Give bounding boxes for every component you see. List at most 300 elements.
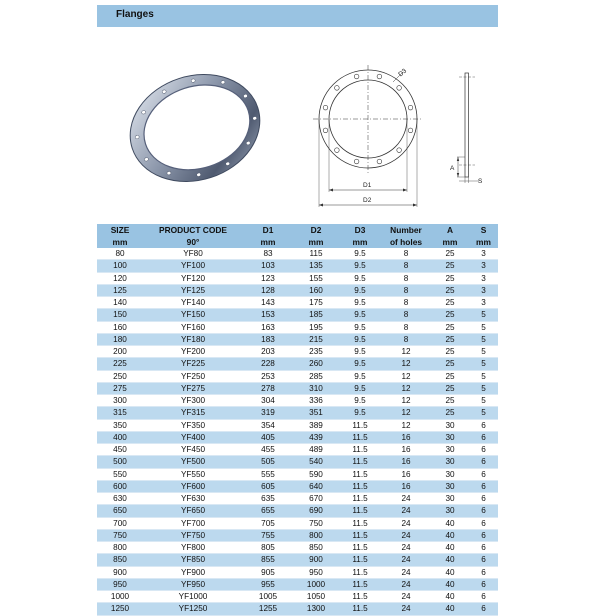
table-cell: YF750 [143, 529, 243, 541]
table-cell: 11.5 [339, 456, 381, 468]
table-row [97, 493, 498, 505]
table-cell: 195 [309, 322, 323, 332]
table-cell: 5 [469, 309, 498, 321]
table-cell: 24 [401, 592, 411, 602]
table-cell: 235 [309, 347, 323, 357]
column-header-unit: mm [431, 236, 469, 248]
table-cell: 12 [401, 347, 411, 357]
table-cell: 163 [261, 322, 275, 332]
table-cell: 11.5 [352, 494, 368, 504]
table-row [97, 566, 498, 578]
table-row [97, 260, 498, 272]
table-row [97, 517, 498, 529]
a-label: A [450, 165, 455, 172]
table-cell: 630 [113, 494, 127, 504]
table-cell: 183 [243, 333, 293, 345]
table-cell: YF300 [180, 396, 206, 406]
column-header-unit: mm [293, 236, 339, 248]
table-cell: 8 [381, 260, 431, 272]
table-cell: 25 [431, 284, 469, 296]
table-cell: 1000 [293, 578, 339, 590]
table-cell: 11.5 [352, 469, 368, 479]
bolt-hole [354, 159, 359, 164]
table-cell: 805 [261, 543, 275, 553]
table-cell: 605 [243, 480, 293, 492]
table-cell: 25 [431, 382, 469, 394]
table-cell: 16 [381, 456, 431, 468]
flange-figures [97, 55, 498, 225]
table-cell: 25 [431, 309, 469, 321]
table-cell: YF125 [143, 284, 243, 296]
table-cell: 175 [309, 298, 323, 308]
table-cell: 12 [381, 407, 431, 419]
table-cell: 40 [445, 518, 455, 528]
table-cell: 40 [431, 603, 469, 615]
table-cell: 80 [115, 249, 125, 259]
table-cell: 115 [309, 249, 323, 259]
table-cell: 25 [445, 396, 455, 406]
table-cell: 500 [97, 456, 143, 468]
table-row [97, 542, 498, 554]
table-cell: 400 [97, 431, 143, 443]
table-row [97, 309, 498, 321]
table-cell: YF630 [180, 494, 206, 504]
table-cell: YF550 [180, 469, 206, 479]
table-row [97, 284, 498, 296]
table-cell: 6 [469, 480, 498, 492]
table-cell: 950 [97, 578, 143, 590]
table-cell: 24 [381, 578, 431, 590]
table-cell: 405 [243, 431, 293, 443]
table-cell: 24 [381, 529, 431, 541]
table-cell: 600 [97, 480, 143, 492]
table-row [97, 419, 498, 431]
table-cell: 6 [469, 505, 498, 517]
table-cell: 6 [481, 445, 486, 455]
table-cell: 555 [261, 469, 275, 479]
table-row [97, 382, 498, 394]
table-cell: YF1000 [178, 592, 208, 602]
table-cell: 9.5 [354, 347, 366, 357]
table-cell: 11.5 [352, 518, 368, 528]
flange-side-view-drawing [445, 67, 490, 187]
table-row [97, 272, 498, 284]
table-cell: 260 [293, 358, 339, 370]
table-cell: 24 [401, 494, 411, 504]
table-cell: 160 [293, 284, 339, 296]
table-cell: YF150 [143, 309, 243, 321]
table-cell: 120 [113, 273, 127, 283]
table-cell: 450 [113, 445, 127, 455]
table-cell: 439 [293, 431, 339, 443]
table-cell: 30 [431, 480, 469, 492]
table-cell: 455 [261, 445, 275, 455]
table-cell: 1250 [97, 603, 143, 615]
table-cell: 11.5 [352, 543, 368, 553]
table-cell: 1050 [306, 592, 326, 602]
table-cell: 16 [381, 480, 431, 492]
table-cell: 750 [97, 529, 143, 541]
table-cell: 850 [309, 543, 323, 553]
table-cell: 250 [113, 371, 127, 381]
column-header: S [469, 224, 498, 236]
table-cell: 24 [381, 603, 431, 615]
table-cell: YF450 [180, 445, 206, 455]
table-cell: 800 [113, 543, 127, 553]
column-header: Number [381, 224, 431, 236]
table-cell: 228 [243, 358, 293, 370]
table-cell: 3 [469, 284, 498, 296]
table-cell: YF100 [143, 260, 243, 272]
table-cell: 83 [263, 249, 273, 259]
table-cell: YF120 [180, 273, 206, 283]
table-cell: 9.5 [339, 333, 381, 345]
table-cell: 12 [381, 382, 431, 394]
table-row [97, 321, 498, 333]
table-cell: 11.5 [339, 505, 381, 517]
column-header-unit: mm [243, 236, 293, 248]
table-row [97, 333, 498, 345]
table-row [97, 358, 498, 370]
column-header-unit: mm [97, 236, 143, 248]
table-cell: 225 [97, 358, 143, 370]
table-cell: 24 [401, 567, 411, 577]
table-cell: YF275 [143, 382, 243, 394]
table-cell: 128 [243, 284, 293, 296]
table-cell: 16 [401, 445, 411, 455]
table-cell: 315 [97, 407, 143, 419]
table-row [97, 603, 498, 615]
table-cell: YF800 [180, 543, 206, 553]
table-cell: 9.5 [339, 309, 381, 321]
table-cell: 12 [401, 420, 411, 430]
table-cell: 950 [309, 567, 323, 577]
table-cell: 5 [469, 382, 498, 394]
table-cell: 16 [401, 469, 411, 479]
table-cell: 25 [445, 371, 455, 381]
table-cell: 690 [293, 505, 339, 517]
table-cell: 389 [309, 420, 323, 430]
table-cell: 100 [97, 260, 143, 272]
table-cell: 11.5 [339, 554, 381, 566]
table-cell: 40 [431, 554, 469, 566]
table-row [97, 297, 498, 309]
table-cell: 11.5 [339, 603, 381, 615]
flange-front-view-drawing [315, 67, 445, 217]
table-cell: 25 [431, 358, 469, 370]
table-cell: 6 [481, 543, 486, 553]
table-cell: 9.5 [339, 407, 381, 419]
table-cell: 11.5 [352, 445, 368, 455]
table-cell: 30 [431, 505, 469, 517]
table-cell: 9.5 [354, 371, 366, 381]
table-row [97, 456, 498, 468]
table-cell: YF600 [143, 480, 243, 492]
table-cell: 1005 [258, 592, 278, 602]
table-cell: 350 [113, 420, 127, 430]
table-cell: 336 [309, 396, 323, 406]
table-cell: 103 [243, 260, 293, 272]
table-cell: 6 [481, 518, 486, 528]
bolt-hole [323, 105, 328, 110]
table-cell: 351 [293, 407, 339, 419]
table-cell: 150 [97, 309, 143, 321]
table-cell: 40 [431, 578, 469, 590]
table-cell: 800 [293, 529, 339, 541]
bolt-hole [354, 74, 359, 79]
section-title-bar [97, 5, 498, 27]
table-cell: 25 [431, 333, 469, 345]
table-cell: 11.5 [339, 529, 381, 541]
table-cell: YF315 [143, 407, 243, 419]
table-cell: YF80 [183, 249, 203, 259]
table-cell: 8 [381, 333, 431, 345]
table-header-units-row [97, 236, 498, 248]
table-cell: 160 [113, 322, 127, 332]
table-cell: 135 [293, 260, 339, 272]
table-cell: 5 [469, 333, 498, 345]
table-cell: 505 [243, 456, 293, 468]
table-cell: 140 [113, 298, 127, 308]
table-cell: 6 [469, 529, 498, 541]
table-cell: YF1250 [143, 603, 243, 615]
table-cell: 3 [469, 260, 498, 272]
table-cell: 11.5 [339, 431, 381, 443]
table-row [97, 444, 498, 456]
table-cell: 11.5 [339, 578, 381, 590]
table-cell: 304 [261, 396, 275, 406]
table-cell: 180 [97, 333, 143, 345]
table-cell: YF700 [180, 518, 206, 528]
table-cell: 24 [401, 543, 411, 553]
table-cell: 6 [469, 456, 498, 468]
bolt-hole [335, 86, 340, 91]
table-cell: 905 [261, 567, 275, 577]
column-header-unit: mm [339, 236, 381, 248]
table-cell: 9.5 [354, 298, 366, 308]
table-cell: 705 [261, 518, 275, 528]
table-cell: 650 [97, 505, 143, 517]
table-cell: 24 [401, 518, 411, 528]
table-cell: 6 [481, 567, 486, 577]
column-header: D1 [243, 224, 293, 236]
table-cell: 11.5 [352, 567, 368, 577]
table-cell: 30 [431, 456, 469, 468]
table-cell: 5 [481, 322, 486, 332]
bolt-hole [397, 86, 402, 91]
table-cell: 635 [261, 494, 275, 504]
table-cell: 6 [469, 431, 498, 443]
table-cell: YF160 [180, 322, 206, 332]
table-cell: 9.5 [339, 284, 381, 296]
table-cell: 30 [431, 431, 469, 443]
table-row [97, 370, 498, 382]
table-cell: 40 [431, 529, 469, 541]
table-cell: YF250 [180, 371, 206, 381]
table-row [97, 554, 498, 566]
table-cell: 855 [243, 554, 293, 566]
table-cell: 5 [481, 396, 486, 406]
flange-spec-table [97, 224, 498, 616]
bolt-hole [408, 105, 413, 110]
table-cell: 9.5 [354, 273, 366, 283]
table-cell: 6 [469, 554, 498, 566]
table-cell: 25 [445, 322, 455, 332]
table-cell: 900 [113, 567, 127, 577]
column-header: D2 [293, 224, 339, 236]
table-cell: 1300 [293, 603, 339, 615]
table-cell: 955 [243, 578, 293, 590]
table-cell: 310 [293, 382, 339, 394]
table-cell: 11.5 [352, 592, 368, 602]
table-row [97, 468, 498, 480]
table-cell: 9.5 [339, 260, 381, 272]
table-cell: 9.5 [354, 249, 366, 259]
d3-label: D3 [397, 67, 409, 79]
table-cell: 123 [261, 273, 275, 283]
table-cell: 12 [401, 371, 411, 381]
table-cell: 253 [261, 371, 275, 381]
section-title: Flanges [116, 9, 154, 20]
table-cell: 153 [243, 309, 293, 321]
table-cell: 5 [481, 347, 486, 357]
table-cell: 3 [481, 249, 486, 259]
table-cell: 11.5 [352, 420, 368, 430]
table-cell: 24 [381, 554, 431, 566]
table-cell: 143 [261, 298, 275, 308]
table-cell: 25 [431, 260, 469, 272]
bolt-hole [408, 128, 413, 133]
table-cell: YF180 [143, 333, 243, 345]
table-cell: 319 [243, 407, 293, 419]
table-cell: 5 [469, 358, 498, 370]
table-cell: 11.5 [339, 480, 381, 492]
table-cell: 30 [445, 420, 455, 430]
table-row [97, 480, 498, 492]
table-cell: 640 [293, 480, 339, 492]
table-cell: 8 [381, 309, 431, 321]
table-cell: YF950 [143, 578, 243, 590]
table-cell: 590 [309, 469, 323, 479]
table-cell: 12 [381, 358, 431, 370]
table-cell: 6 [481, 469, 486, 479]
table-header-row [97, 224, 498, 236]
table-cell: YF500 [143, 456, 243, 468]
table-cell: 550 [113, 469, 127, 479]
table-cell: 25 [445, 347, 455, 357]
table-cell: 6 [469, 578, 498, 590]
table-cell: 900 [293, 554, 339, 566]
table-cell: 30 [445, 494, 455, 504]
bolt-hole [377, 159, 382, 164]
table-cell: 655 [243, 505, 293, 517]
table-row [97, 346, 498, 358]
table-row [97, 505, 498, 517]
table-cell: YF400 [143, 431, 243, 443]
table-cell: 6 [481, 494, 486, 504]
table-cell: 285 [309, 371, 323, 381]
table-cell: YF350 [180, 420, 206, 430]
table-cell: 8 [403, 273, 409, 283]
column-header-unit: mm [469, 236, 498, 248]
table-cell: 1255 [243, 603, 293, 615]
s-label: S [478, 178, 483, 185]
column-header-unit: of holes [381, 236, 431, 248]
table-cell: YF200 [180, 347, 206, 357]
table-cell: 6 [481, 592, 486, 602]
table-cell: 8 [381, 284, 431, 296]
table-cell: 30 [445, 445, 455, 455]
table-row [97, 529, 498, 541]
table-cell: 25 [445, 298, 455, 308]
table-cell: YF650 [143, 505, 243, 517]
table-cell: 1000 [110, 592, 130, 602]
table-cell: 8 [403, 298, 409, 308]
table-cell: 6 [469, 603, 498, 615]
table-cell: 489 [309, 445, 323, 455]
table-cell: 3 [481, 298, 486, 308]
bolt-hole [323, 128, 328, 133]
bolt-hole [335, 148, 340, 153]
table-cell: 185 [293, 309, 339, 321]
table-cell: 5 [481, 371, 486, 381]
table-cell: 16 [381, 431, 431, 443]
flange-photo-image [125, 68, 265, 188]
table-row [97, 248, 498, 260]
table-cell: 30 [445, 469, 455, 479]
table-cell: 9.5 [354, 396, 366, 406]
table-cell: 200 [113, 347, 127, 357]
table-cell: 12 [401, 396, 411, 406]
table-cell: YF900 [180, 567, 206, 577]
table-cell: 40 [445, 543, 455, 553]
column-header: SIZE [97, 224, 143, 236]
table-cell: 8 [403, 249, 409, 259]
table-cell: 9.5 [339, 382, 381, 394]
table-cell: 6 [481, 420, 486, 430]
column-header: A [431, 224, 469, 236]
table-row [97, 395, 498, 407]
table-cell: 25 [431, 407, 469, 419]
table-cell: 155 [309, 273, 323, 283]
table-cell: 40 [445, 592, 455, 602]
table-row [97, 578, 498, 590]
table-cell: 24 [381, 505, 431, 517]
table-cell: 203 [261, 347, 275, 357]
d1-label: D1 [363, 182, 372, 189]
table-cell: 755 [243, 529, 293, 541]
table-cell: 700 [113, 518, 127, 528]
table-cell: 540 [293, 456, 339, 468]
bolt-hole [397, 148, 402, 153]
bolt-hole [377, 74, 382, 79]
table-row [97, 591, 498, 603]
column-header: D3 [339, 224, 381, 236]
table-cell: 25 [445, 249, 455, 259]
table-cell: 5 [469, 407, 498, 419]
table-cell: 275 [97, 382, 143, 394]
table-cell: 40 [445, 567, 455, 577]
d2-label: D2 [363, 197, 372, 204]
table-cell: 125 [97, 284, 143, 296]
table-cell: 9.5 [339, 358, 381, 370]
table-cell: 3 [481, 273, 486, 283]
table-cell: 750 [309, 518, 323, 528]
table-cell: YF225 [143, 358, 243, 370]
table-cell: 8 [403, 322, 409, 332]
column-header-unit: 90° [143, 236, 243, 248]
table-cell: 9.5 [354, 322, 366, 332]
